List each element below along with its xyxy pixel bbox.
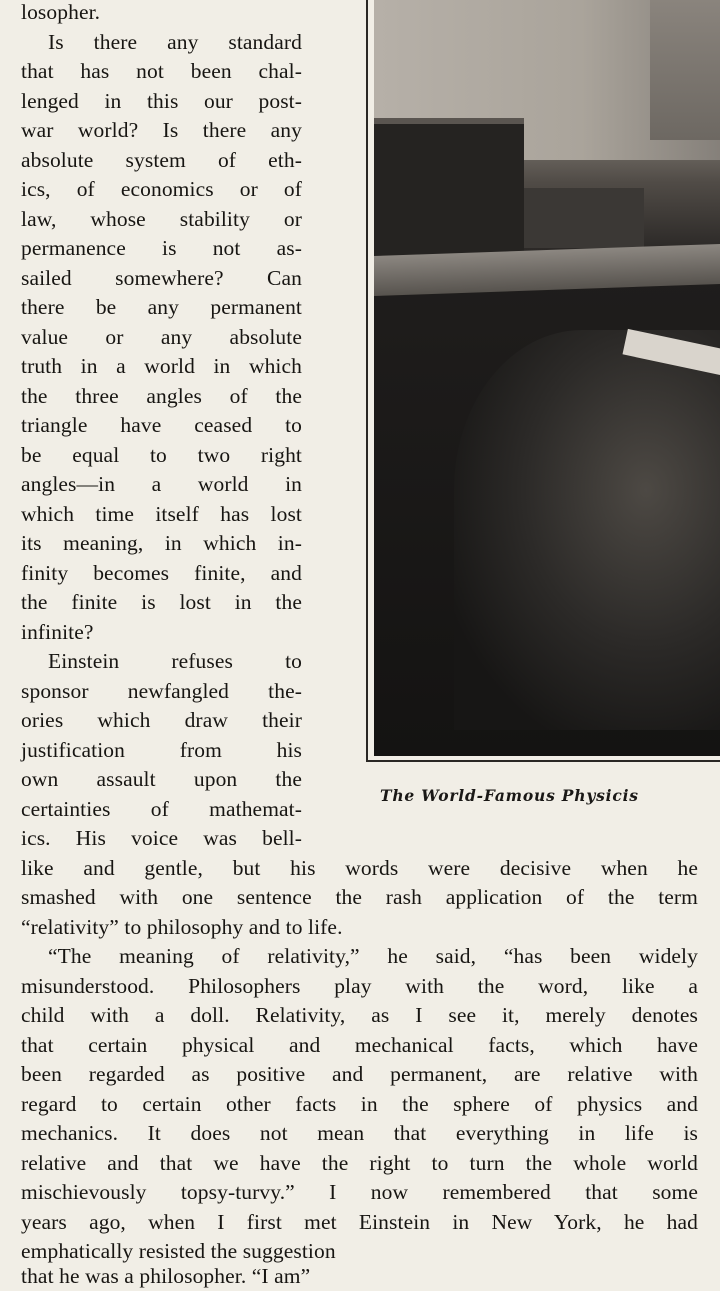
text-line: that he was a philosopher. “I am”: [21, 1264, 311, 1288]
text-line: triangle have ceased to: [21, 413, 302, 437]
text-line: ics. His voice was bell-: [21, 826, 302, 850]
text-line: which time itself has lost: [21, 501, 302, 526]
text-line: law, whose stability or: [21, 206, 302, 231]
text-line: “relativity” to philosophy and to life.: [21, 914, 343, 939]
photograph: [374, 0, 720, 756]
text-line: been regarded as positive and permanent, are relative with: [21, 1062, 698, 1086]
text-line: mischievously topsy-turvy.” I now remembered that some: [21, 1180, 698, 1204]
text-line: war world? Is there any: [21, 118, 302, 142]
text-line: the finite is lost in the: [21, 590, 302, 614]
text-line: sponsor newfangled the-: [21, 678, 302, 703]
text-line: its meaning, in which in-: [21, 531, 302, 555]
text-line: angles—in a world in: [21, 472, 302, 496]
text-line: justification from his: [21, 737, 302, 762]
text-line: absolute system of eth-: [21, 147, 302, 172]
text-line: regard to certain other facts in the sphere of physics and: [21, 1091, 698, 1116]
text-line: value or any absolute: [21, 324, 302, 349]
text-line: own assault upon the: [21, 767, 302, 791]
text-line: emphatically resisted the suggestion: [21, 1239, 336, 1263]
text-line: Is there any standard: [48, 29, 302, 54]
text-line: permanence is not as-: [21, 236, 302, 260]
text-line: ories which draw their: [21, 708, 302, 732]
text-line: misunderstood. Philosophers play with the word, like a: [21, 973, 698, 998]
text-line: ics, of economics or of: [21, 177, 302, 201]
text-line: sailed somewhere? Can: [21, 265, 302, 290]
text-line: years ago, when I first met Einstein in New York, he had: [21, 1209, 698, 1234]
text-line: mechanics. It does not mean that everything in life is: [21, 1121, 698, 1145]
text-line: relative and that we have the right to turn the whole world: [21, 1150, 698, 1175]
text-line: that has not been chal-: [21, 59, 302, 83]
text-line: that certain physical and mechanical facts, which have: [21, 1032, 698, 1057]
text-line: like and gentle, but his words were decisive when he: [21, 855, 698, 880]
photo-caption: The World-Famous Physicis: [380, 786, 639, 805]
text-line: smashed with one sentence the rash application of the term: [21, 885, 698, 909]
text-line: truth in a world in which: [21, 354, 302, 378]
text-line: losopher.: [21, 0, 101, 24]
text-line: be equal to two right: [21, 442, 302, 467]
text-line: the three angles of the: [21, 383, 302, 408]
text-line: there be any permanent: [21, 295, 302, 319]
text-line: Einstein refuses to: [48, 649, 302, 673]
text-line: lenged in this our post-: [21, 88, 302, 113]
text-line: “The meaning of relativity,” he said, “has been widely: [48, 944, 698, 968]
text-line: certainties of mathemat-: [21, 796, 302, 821]
text-line: infinite?: [21, 619, 94, 644]
text-line: finity becomes finite, and: [21, 560, 302, 585]
text-line: child with a doll. Relativity, as I see it, merely denotes: [21, 1003, 698, 1027]
